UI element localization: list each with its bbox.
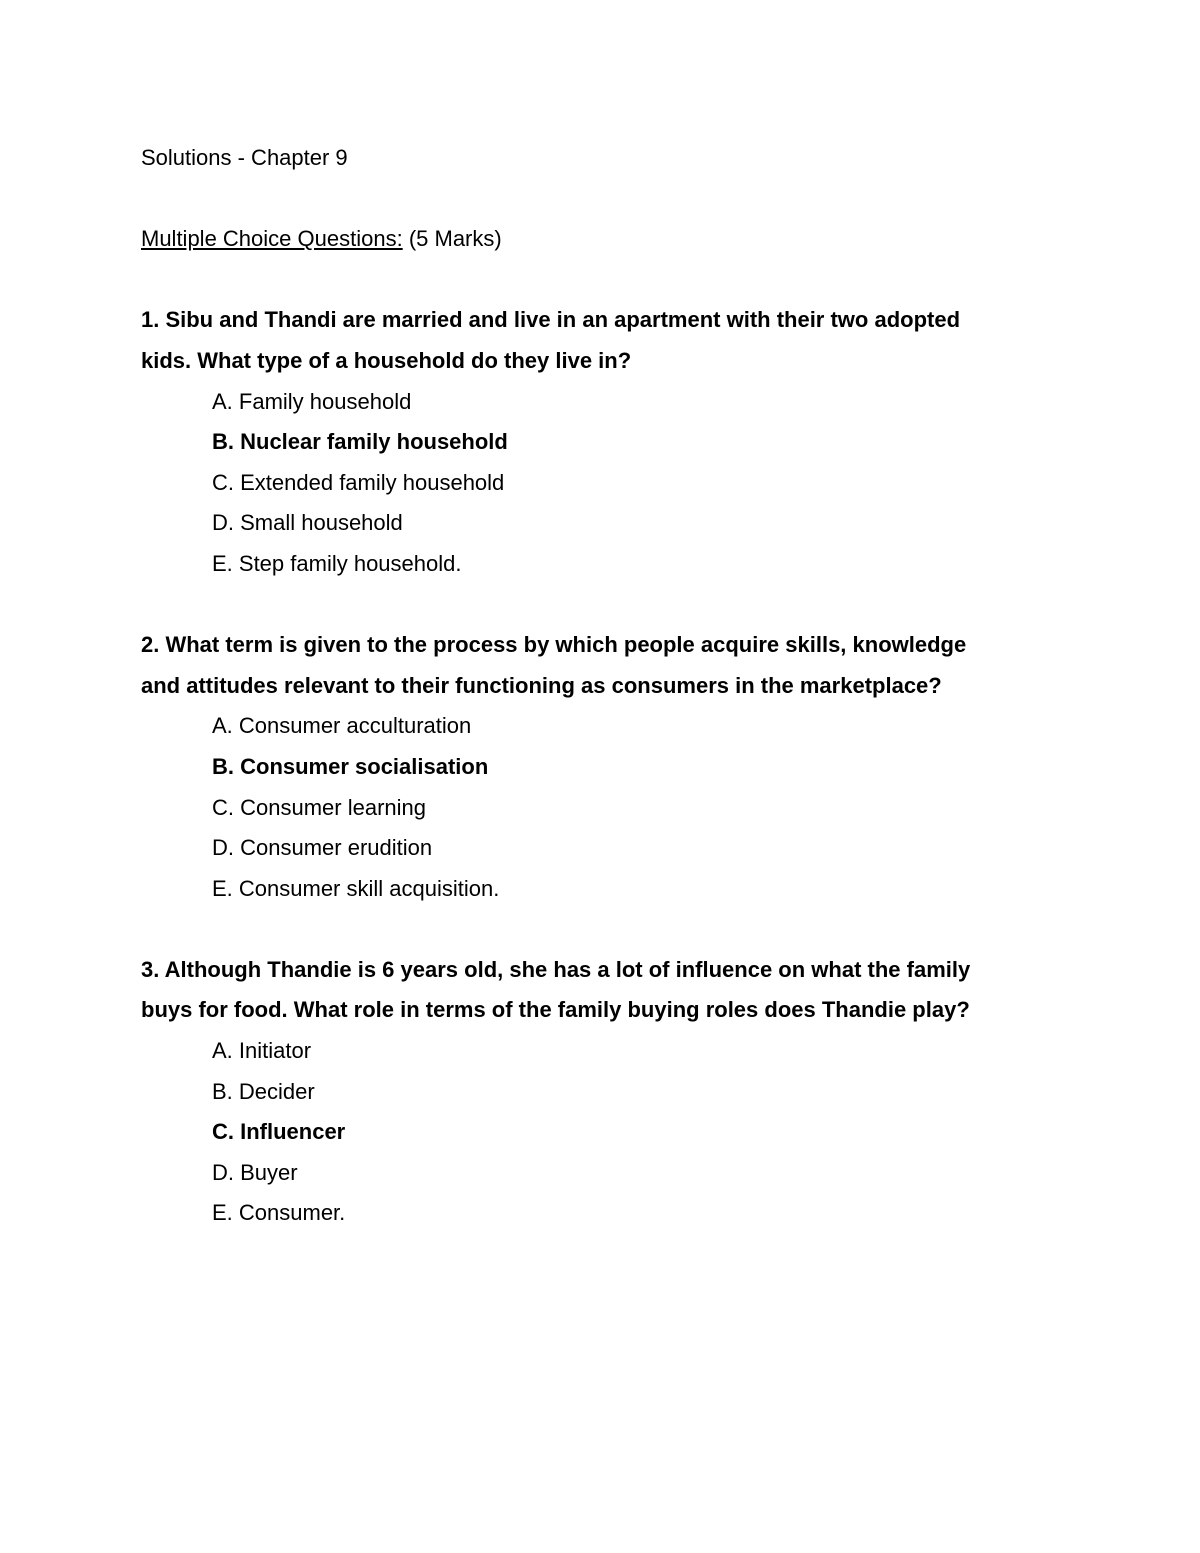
- answer-option: C. Consumer learning: [212, 794, 426, 820]
- answer-options: [141, 706, 1041, 909]
- answer-option: E. Consumer.: [212, 1200, 346, 1226]
- answer-option: E. Step family household.: [212, 550, 462, 576]
- section-heading: [141, 219, 1041, 260]
- answer-option-correct: C. Influencer: [212, 1119, 346, 1145]
- section-marks: (5 Marks): [408, 226, 502, 252]
- document-body: [141, 138, 1041, 1234]
- answer-options: [141, 382, 1041, 585]
- answer-option-correct: B. Nuclear family household: [212, 429, 508, 455]
- answer-option: E. Consumer skill acquisition.: [212, 875, 500, 901]
- question-text-line: kids. What type of a household do they live in?: [141, 347, 632, 373]
- spacer: [141, 909, 1041, 950]
- question-block-3: [141, 950, 1041, 1234]
- answer-option: A. Family household: [212, 388, 412, 414]
- answer-option: A. Initiator: [212, 1038, 312, 1064]
- spacer: [141, 585, 1041, 626]
- answer-option: D. Buyer: [212, 1159, 298, 1185]
- answer-options: [141, 1031, 1041, 1234]
- answer-option: D. Small household: [212, 510, 403, 536]
- answer-option: D. Consumer erudition: [212, 835, 433, 861]
- answer-option: A. Consumer acculturation: [212, 713, 472, 739]
- question-block-2: [141, 625, 1041, 909]
- question-text-line: and attitudes relevant to their functioning as consumers in the marketplace?: [141, 672, 942, 698]
- section-label: Multiple Choice Questions:: [141, 226, 403, 252]
- document-title: Solutions - Chapter 9: [141, 145, 348, 170]
- answer-option-correct: B. Consumer socialisation: [212, 753, 489, 779]
- spacer: [141, 260, 1041, 301]
- question-text-line: 3. Although Thandie is 6 years old, she has a lot of influence on what the family: [141, 956, 971, 982]
- question-text-line: buys for food. What role in terms of the family buying roles does Thandie play?: [141, 997, 970, 1023]
- question-text-line: 2. What term is given to the process by which people acquire skills, knowledge: [141, 632, 967, 658]
- question-text-line: 1. Sibu and Thandi are married and live in an apartment with their two adopted: [141, 307, 961, 333]
- spacer: [141, 179, 1041, 220]
- question-block-1: [141, 300, 1041, 584]
- answer-option: C. Extended family household: [212, 469, 505, 495]
- answer-option: B. Decider: [212, 1078, 315, 1104]
